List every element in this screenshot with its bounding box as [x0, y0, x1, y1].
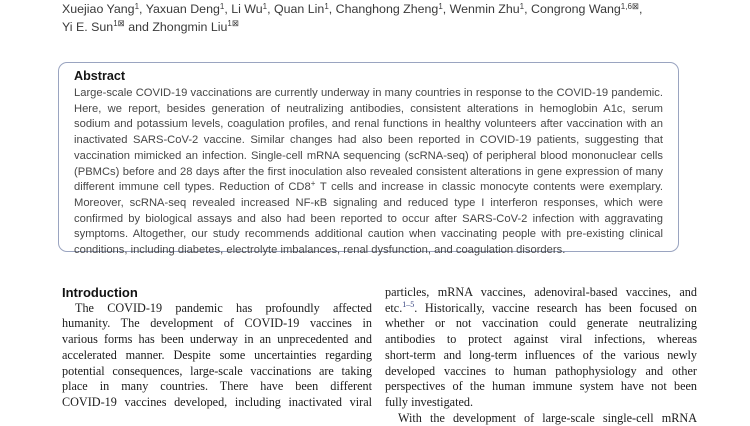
text-line: perspectives of the human immune system have not been [385, 379, 697, 394]
text-line: symptoms. Altogether, our study recommends additional caution when vaccinating people with pre-existing clinical [74, 228, 663, 241]
affiliation-superscript: 1 [134, 1, 140, 11]
text-line: different immune cell types. Reduction of CD8+ T cells and increase in classic monocyte contents were exemplary. [74, 178, 663, 194]
text-line: sodium and potassium levels, coagulation profiles, and renal functions in healthy volunteers after vaccination with an [74, 118, 663, 131]
text-line: COVID-19 vaccines developed, including inactivated viral [62, 394, 372, 409]
intro-column-left [62, 285, 372, 411]
text-line: developed vaccines to human pathophysiology and other [385, 363, 697, 378]
text-line: antibodies to protect against viral infections, whereas [385, 332, 697, 347]
abstract-section [58, 62, 679, 257]
text-line: Moreover, scRNA-seq revealed increased NF-κB signaling and reduced type I interferon responses, which were [74, 196, 663, 209]
text-line: humanity. The development of COVID-19 vaccines in [62, 316, 372, 331]
text-line: particles, mRNA vaccines, adenoviral-based vaccines, and [385, 285, 697, 299]
text-line: short-term and long-term influences of the various newly [385, 347, 697, 362]
affiliation-superscript: 1 [219, 1, 225, 11]
text-line: accelerated manner. Despite some uncertainties regarding [62, 347, 372, 362]
affiliation-superscript: 1 [262, 1, 268, 11]
text-line: Xuejiao Yang$^1$, Yaxuan Deng$^1$, Li Wu$^1$, Quan Lin$^1$, Changhong Zheng$^1$, Wenmin Zhu$^1$, Congrong Wang$^{1,6⊠}$, [62, 0, 643, 16]
text-line: (PBMCs) before and 28 days after the first inoculation also revealed consistent alterations in gene expression of many [74, 165, 663, 178]
affiliation-superscript: + [310, 178, 316, 188]
text-line: whether or not vaccination could generate neutralizing [385, 316, 697, 331]
abstract-text [74, 86, 663, 259]
affiliation-superscript: 1 [519, 1, 525, 11]
text-line: potential consequences, large-scale vaccinations are taking [62, 363, 372, 378]
envelope-icon[interactable]: ⊠ [117, 18, 125, 28]
text-line: With the development of large-scale single-cell mRNA [398, 410, 697, 425]
author-list [62, 1, 687, 36]
text-line: fully investigated. [385, 394, 474, 409]
text-line: conditions, including diabetes, electrolyte imbalances, renal dysfunction, and coagulation disorders. [74, 244, 566, 257]
affiliation-superscript: 1 [438, 1, 443, 11]
affiliation-superscript: 1 [113, 19, 118, 28]
text-line: Large-scale COVID-19 vaccinations are currently underway in many countries in response to the COVID-19 pandemic. [74, 87, 663, 99]
text-line: The COVID-19 pandemic has profoundly affected [75, 300, 372, 315]
abstract-heading: Abstract [74, 69, 126, 83]
text-line: vaccination mimicked an infection. Single-cell mRNA sequencing (scRNA-seq) of peripheral blood mononuclear cells [74, 149, 663, 162]
text-line: etc.$^{1-5}$. Historically, vaccine research has been focused on [385, 300, 697, 315]
citation-link[interactable]: 1–5 [402, 300, 415, 310]
affiliation-superscript: 1 [227, 19, 232, 28]
text-line: inactivated SARS-CoV-2 vaccine. Similar changes had also been reported in COVID-19 patients, suggesting that [74, 134, 663, 147]
envelope-icon[interactable]: ⊠ [631, 0, 640, 11]
intro-left-text [62, 301, 372, 411]
text-line: Yi E. Sun$^{1⊠}$ and Zhongmin Liu$^{1⊠}$ [62, 18, 239, 34]
envelope-icon[interactable]: ⊠ [231, 18, 239, 28]
affiliation-superscript: 1 [324, 1, 329, 11]
text-line: Here, we report, besides generation of neutralizing antibodies, consistent alterations in hemoglobin A1c, serum [74, 102, 663, 115]
introduction-heading: Introduction [62, 285, 138, 300]
text-line: place in many countries. There have been different [62, 379, 372, 394]
text-line: confirmed by biological assays and also had been reported to occur after SARS-CoV-2 infection with aggravating [74, 212, 663, 225]
intro-column-right [385, 285, 697, 426]
affiliation-superscript: 1,6 [620, 1, 632, 11]
text-line: various forms has been underway in an unprecedented and [62, 332, 372, 347]
